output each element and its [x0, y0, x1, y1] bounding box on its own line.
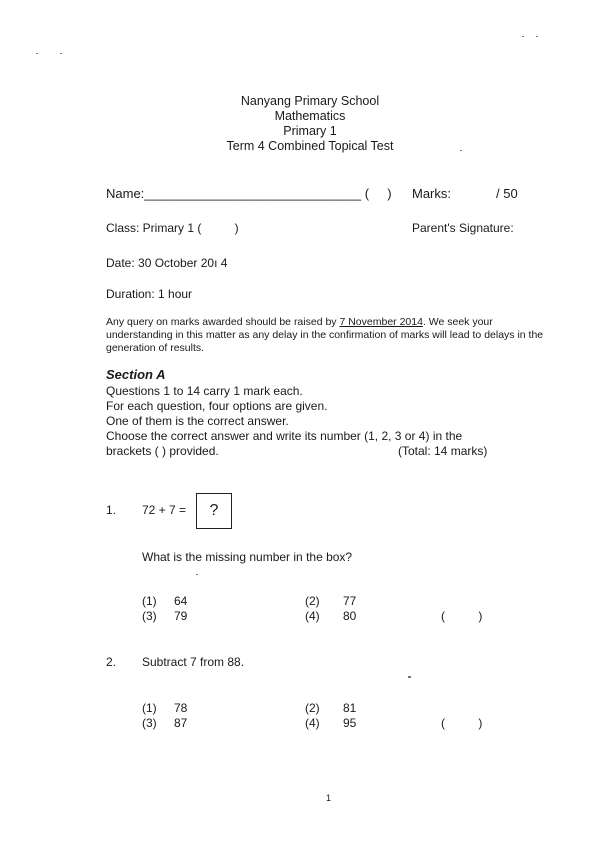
option-value: 80	[343, 609, 357, 623]
scan-speck	[408, 676, 411, 678]
option-label: (1)	[142, 701, 157, 715]
scan-speck	[522, 36, 524, 37]
option-value: 77	[343, 594, 357, 608]
notice-deadline: 7 November 2014	[339, 316, 423, 328]
section-title: Section A	[106, 367, 166, 382]
school-name: Nanyang Primary School	[240, 94, 380, 108]
instruction-line: Choose the correct answer and write its number (1, 2, 3 or 4) in the	[106, 429, 463, 443]
option-value: 95	[343, 716, 357, 730]
answer-bracket: ( )	[441, 609, 483, 623]
scan-speck	[60, 53, 62, 54]
duration-field: Duration: 1 hour	[106, 287, 193, 301]
scan-speck	[196, 574, 198, 575]
name-field: Name:______________________________ ( )	[106, 186, 392, 201]
instruction-line: Questions 1 to 14 carry 1 mark each.	[106, 384, 303, 398]
answer-box: ?	[196, 493, 232, 529]
option-value: 79	[174, 609, 188, 623]
instruction-line: For each question, four options are given.	[106, 399, 328, 413]
instruction-line: brackets ( ) provided.	[106, 444, 219, 458]
option-label: (4)	[305, 716, 320, 730]
answer-bracket: ( )	[441, 716, 483, 730]
subject-title: Mathematics	[274, 109, 346, 123]
question-equation: 72 + 7 =	[142, 503, 187, 517]
page-number: 1	[326, 793, 332, 803]
query-notice	[106, 316, 554, 355]
option-label: (3)	[142, 716, 157, 730]
option-value: 78	[174, 701, 188, 715]
option-value: 87	[174, 716, 188, 730]
notice-text-end: . We seek your understanding in this matter as any delay in the confirmation of marks will lead to delays in the generation of results.	[106, 316, 544, 354]
option-label: (2)	[305, 594, 320, 608]
option-value: 64	[174, 594, 188, 608]
class-field: Class: Primary 1 ( )	[106, 221, 239, 235]
section-total: (Total: 14 marks)	[398, 444, 488, 458]
section-instructions	[106, 384, 566, 459]
question-number: 2.	[106, 655, 117, 669]
option-label: (1)	[142, 594, 157, 608]
question-prompt: Subtract 7 from 88.	[142, 655, 245, 669]
marks-label: Marks:	[412, 186, 451, 201]
option-value: 81	[343, 701, 357, 715]
notice-text-start: Any query on marks awarded should be raised by	[106, 316, 340, 328]
marks-total: / 50	[496, 186, 518, 201]
question-number: 1.	[106, 503, 117, 517]
level-title: Primary 1	[283, 124, 337, 138]
instruction-line: One of them is the correct answer.	[106, 414, 289, 428]
scan-speck	[536, 36, 538, 37]
option-label: (3)	[142, 609, 157, 623]
question-prompt: What is the missing number in the box?	[142, 550, 353, 564]
option-label: (4)	[305, 609, 320, 623]
option-label: (2)	[305, 701, 320, 715]
date-field: Date: 30 October 20ı 4	[106, 256, 228, 270]
test-title: Term 4 Combined Topical Test	[226, 139, 394, 153]
parent-signature-label: Parent's Signature:	[412, 221, 514, 235]
scan-speck	[36, 53, 38, 54]
